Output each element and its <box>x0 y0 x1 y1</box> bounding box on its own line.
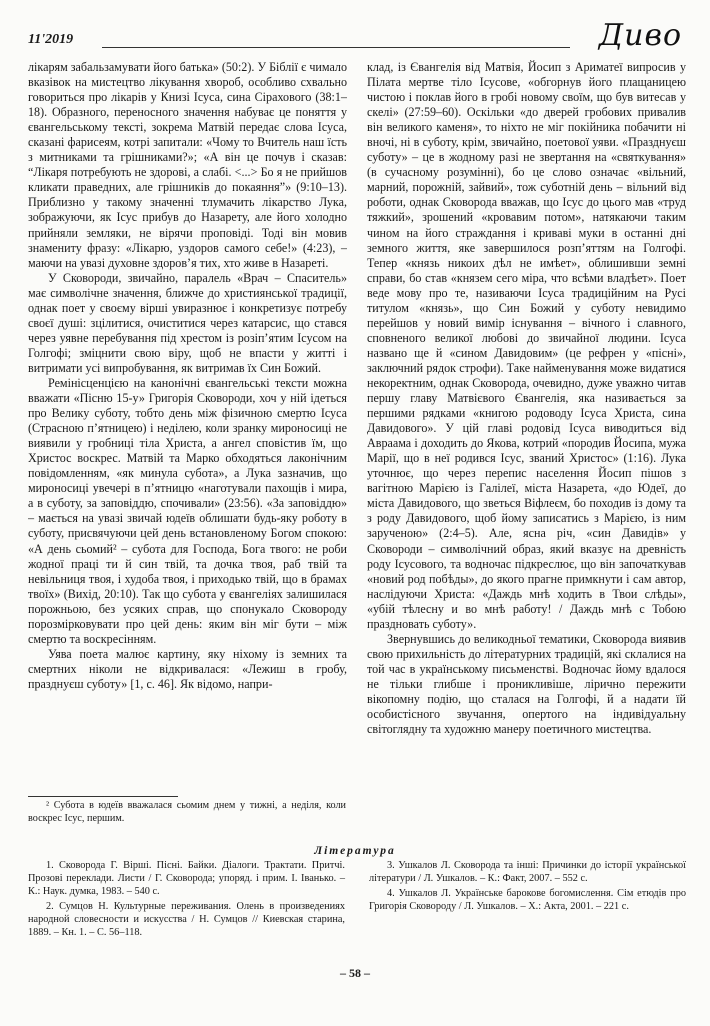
literature-heading: Література <box>314 845 396 857</box>
paragraph: лікарям забальзамувати його батька» (50:2). У Біблії є чимало вказівок на мистецтво лікування хвороб, особливо схвально говориться про лікарів у Книзі Ісуса, сина Сірахового (38:1–18). Образного, переносного значення набуває це поняття у євангельському тексті, зокрема Матвій передає слова Ісуса, сказані фарисеям, котрі запитали: «Чому то Вчитель наш їсть з митниками та грішниками?»; «А він це почув і сказав: “Лікаря потребують не здорові, а слабі. <...> Бо я не прийшов кликати праведних, але грішників до покаяння”» (9:10–13). Приблизно у такому значенні тлумачить лікарство Лука, зображуючи, як Ісус прибув до Назарету, але його холодно прийняли земляки, не вірячи проповіді. Тоді він мовив знамениту фразу: «Лікарю, уздоров самого себе!» (4:23), – маючи на увазі духовне здоров’я тих, хто живе в Назареті. <box>28 60 347 270</box>
left-column <box>28 60 347 838</box>
reference-item: 2. Сумцов Н. Культурные переживания. Олень в произведениях народной словесности и искусства / Н. Сумцов // Киевская старина, 1889. – Кн. 1. – С. 56–118. <box>28 900 345 938</box>
page-number: – 58 – <box>340 966 370 980</box>
footnote: ² Субота в юдеїв вважалася сьомим днем у тижні, а неділя, коли воскрес Ісус, першим. <box>28 800 346 824</box>
references <box>28 860 686 941</box>
references-left-column <box>28 860 345 941</box>
references-right-column <box>369 860 686 941</box>
paragraph: У Сковороди, звичайно, паралель «Врач – Спаситель» має символічне значення, ближче до християнської традиції, однак поет у своєму вірші увиразнює і конкретизує потребу своєї душі: зцілитися, очиститися через катарсис, що стався через уявне перебування під хрестом із розіп’ятим Ісусом на Голгофі; зміцнити свою віру, щоб не впасти у житті і витримати усі випробування, як витримав їх Син Божий. <box>28 270 347 375</box>
footnote-rule <box>28 796 178 797</box>
journal-logo: Дивo <box>598 18 682 53</box>
paragraph: Ремінісценцією на канонічні євангельські тексти можна вважати «Пісню 15-у» Григорія Сковороди, хоч у ній ідеться про Велику суботу, тобто день між фізичною смертю Ісуса (Страсною п’ятницею) і неділею, коли зранку мироносиці не виявили у гробниці тіла Христа, а ангел сповістив їм, що Христос воскрес. Матвій та Марко обходяться лаконічним повідомленням, «як минула субота», а Лука зазначив, що мироносиці увечері в п’ятницю «нaготували пахощів і мира, а в суботу, за заповіддю, спочивали» (23:56). «За заповіддю» – мається на увазі звичай юдеїв облишати будь-яку роботу в суботу, присвячуючи цей день встановленому Богом спокою: «А день сьомий² – субота для Господа, Бога твого: не роби жодної праці ти й син твій, та дочка твоя, раб твій та невільниця твоя, і худоба твоя, і приходько твій, що в брамах твоїх» (Вихід, 20:10). Так що субота у євангеліях залишилася порожньою, без усяких справ, що спонукало Сковороду порозмірковувати про цей день: яким він міг бути – між смертю та воскресінням. <box>28 375 347 646</box>
reference-item: 1. Сковорода Г. Вірші. Пісні. Байки. Діалоги. Трактати. Притчі. Прозові переклади. Листи / Г. Сковорода; упоряд. і прим. І. Іванько. – К.: Наук. думка, 1983. – 540 с. <box>28 860 345 897</box>
paragraph: Уява поета малює картину, яку ніхому із земних та смертних ніколи не відкривалася: «Лежиш в гробу, празднуєш суботу» [1, с. 46]. Як відомо, напри- <box>28 646 347 691</box>
article-body <box>28 60 686 838</box>
paragraph: Звернувшись до великодньої тематики, Сковорода виявив свою прихильність до літературних традицій, які склалися на той час в українському письменстві. Водночас йому вдалося не тільки глибше і проникливіше, лірично пережити вікопомну подію, що сталася на Голгофі, й а надати їй особистісного звучання, опертого на індивідуальну світоглядну та художню манеру поетичного мистецтва. <box>367 631 686 737</box>
right-column <box>367 60 686 838</box>
reference-item: 3. Ушкалов Л. Сковорода та інші: Причинки до історії української літератури / Л. Ушкалов. – К.: Факт, 2007. – 552 с. <box>369 860 686 884</box>
issue-label: 11'2019 <box>28 32 74 47</box>
page-header <box>28 18 682 58</box>
header-rule <box>102 47 570 48</box>
paragraph: клад, із Євангелія від Матвія, Йосип з Ариматеї випросив у Пілата мертве тіло Ісусове, «обгорнув його плащаницею чистою і поклав його в гробі новому своїм, що був витесав у скелі» (27:59–60). Оскільки «до дверей гробових привалив він великого каменя», то ніхто не міг покійника побачити ні вночі, ні в суботу, крім, звичайно, поетової уяви. «Празднуєш суботу» – це в жодному разі не звертання на «святкування» (в сучасному розумінні), бо це слово означає «вільний, марний, порожній, зайвий», тож суботній день – вільний від роботи, однак Сковорода вважав, що Ісус до цього мав «труд тяжкий», зрошений «кровавим потом», натякаючи таким чином на його страждання і криваві муки в останні дні земного життя, яке завершилося розп’яттям на Голгофі. Тепер «князь никоих дѣл не имѣет», облишивши земні справи, бо став «князем сего міра, что всѣми владѣет». Поет веде мову про те, називаючи Ісуса традиційним на Русі титулом «князь», що Син Божий у суботу невидимо перейшов у новий вимір існування – вічного і славного, сповненого великої любові до звичайної людини. Ісуса названо ще й «сином Давидовим» (це рефрен у «пісні», заключний рядок строфи). Таке найменування може видатися некоректним, однак Сковорода, очевидно, дуже уважно читав першу главу Матвієвого Євангелія, яка називається за першими рядками «книгою родоводу Ісуса Христа, сина Давидового». У цій главі родовід Ісуса виводиться від Авраама і доходить до Якова, котрий «породив Йосипа, мужа Марії, що в неї родився Ісус, званий Христос» (1:16). Лука уточнює, що через перепис населення Йосип пішов з вагітною Марією із Галілеї, міста Назарета, «до Юдеї, до міста Давидового, що зветься Віфлеєм, бо походив із дому та з роду Давидового, щоб йому записатись з Марією, із ним зарученою» (2:4–5). Але, ясна річ, «син Давидів» у Сковороди – символічний образ, який вказує на древність роду Ісусового, та водночас підкреслює, що він започаткував «новий род побѣды», до якого прагне примкнути і сам автор, наслідуючи Христа: «Даждь мнѣ ходить в Твои слѣды», «убій тѣлесну и во мнѣ работу! / Даждь мнѣ с Тобою праздновать суботу». <box>367 60 686 631</box>
reference-item: 4. Ушкалов Л. Українське барокове богомислення. Сім етюдів про Григорія Сковороду / Л. Ушкалов. – Х.: Акта, 2001. – 221 с. <box>369 887 686 912</box>
